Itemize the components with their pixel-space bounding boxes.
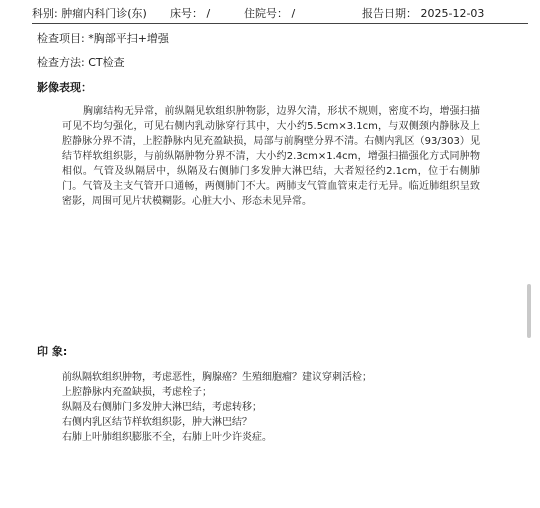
exam-method: 检查方法: CT检查 bbox=[37, 56, 125, 69]
findings-text: 胸廓结构无异常，前纵隔见软组织肿物影，边界欠清，形状不规则，密度不均，增强扫描可见不均匀强化，可见右侧内乳动脉穿行其中，大小约5.5cm×3.1cm，与双侧颈内静脉及上腔静脉分界不清，上腔静脉内见充盈缺损，局部与前胸壁分界不清。右侧内乳区（93/303）见结节样软组织影，与前纵隔肿物分界不清，大小约2.3cm×1.4cm，增强扫描强化方式同肿物相似。气管及纵隔居中，纵隔及右侧肺门多发肿大淋巴结，大者短径约2.1cm，位于右侧肺门。气管及主支气管开口通畅，两侧肺门不大。两肺支气管血管束走行无异。临近肺组织呈致密影，周围可见片状模糊影。心脏大小、形态未见异常。 bbox=[62, 106, 480, 207]
impression-line: 上腔静脉内充盈缺损，考虑栓子； bbox=[62, 387, 212, 398]
impression-label: 印 象: bbox=[37, 345, 68, 358]
scrollbar-thumb[interactable] bbox=[527, 284, 531, 338]
report-header bbox=[32, 6, 528, 24]
impression-line: 纵隔及右侧肺门多发肿大淋巴结，考虑转移； bbox=[62, 402, 262, 413]
exam-item: 检查项目: *胸部平扫+增强 bbox=[37, 32, 169, 45]
impression-list bbox=[62, 370, 482, 445]
header-divider bbox=[32, 23, 528, 24]
department: 科别: 肿瘤内科门诊(东) bbox=[32, 7, 147, 20]
impression-line: 右侧内乳区结节样软组织影，肿大淋巴结？ bbox=[62, 417, 252, 428]
bed-number: 床号： / bbox=[170, 7, 211, 20]
impression-line: 右肺上叶肺组织膨胀不全，右肺上叶少许炎症。 bbox=[62, 432, 272, 443]
report-date: 报告日期： 2025-12-03 bbox=[362, 7, 485, 20]
admission-number: 住院号： / bbox=[244, 7, 296, 20]
impression-line: 前纵隔软组织肿物，考虑恶性，胸腺癌？生殖细胞瘤？建议穿刺活检； bbox=[62, 372, 372, 383]
findings-label: 影像表现： bbox=[37, 81, 92, 94]
